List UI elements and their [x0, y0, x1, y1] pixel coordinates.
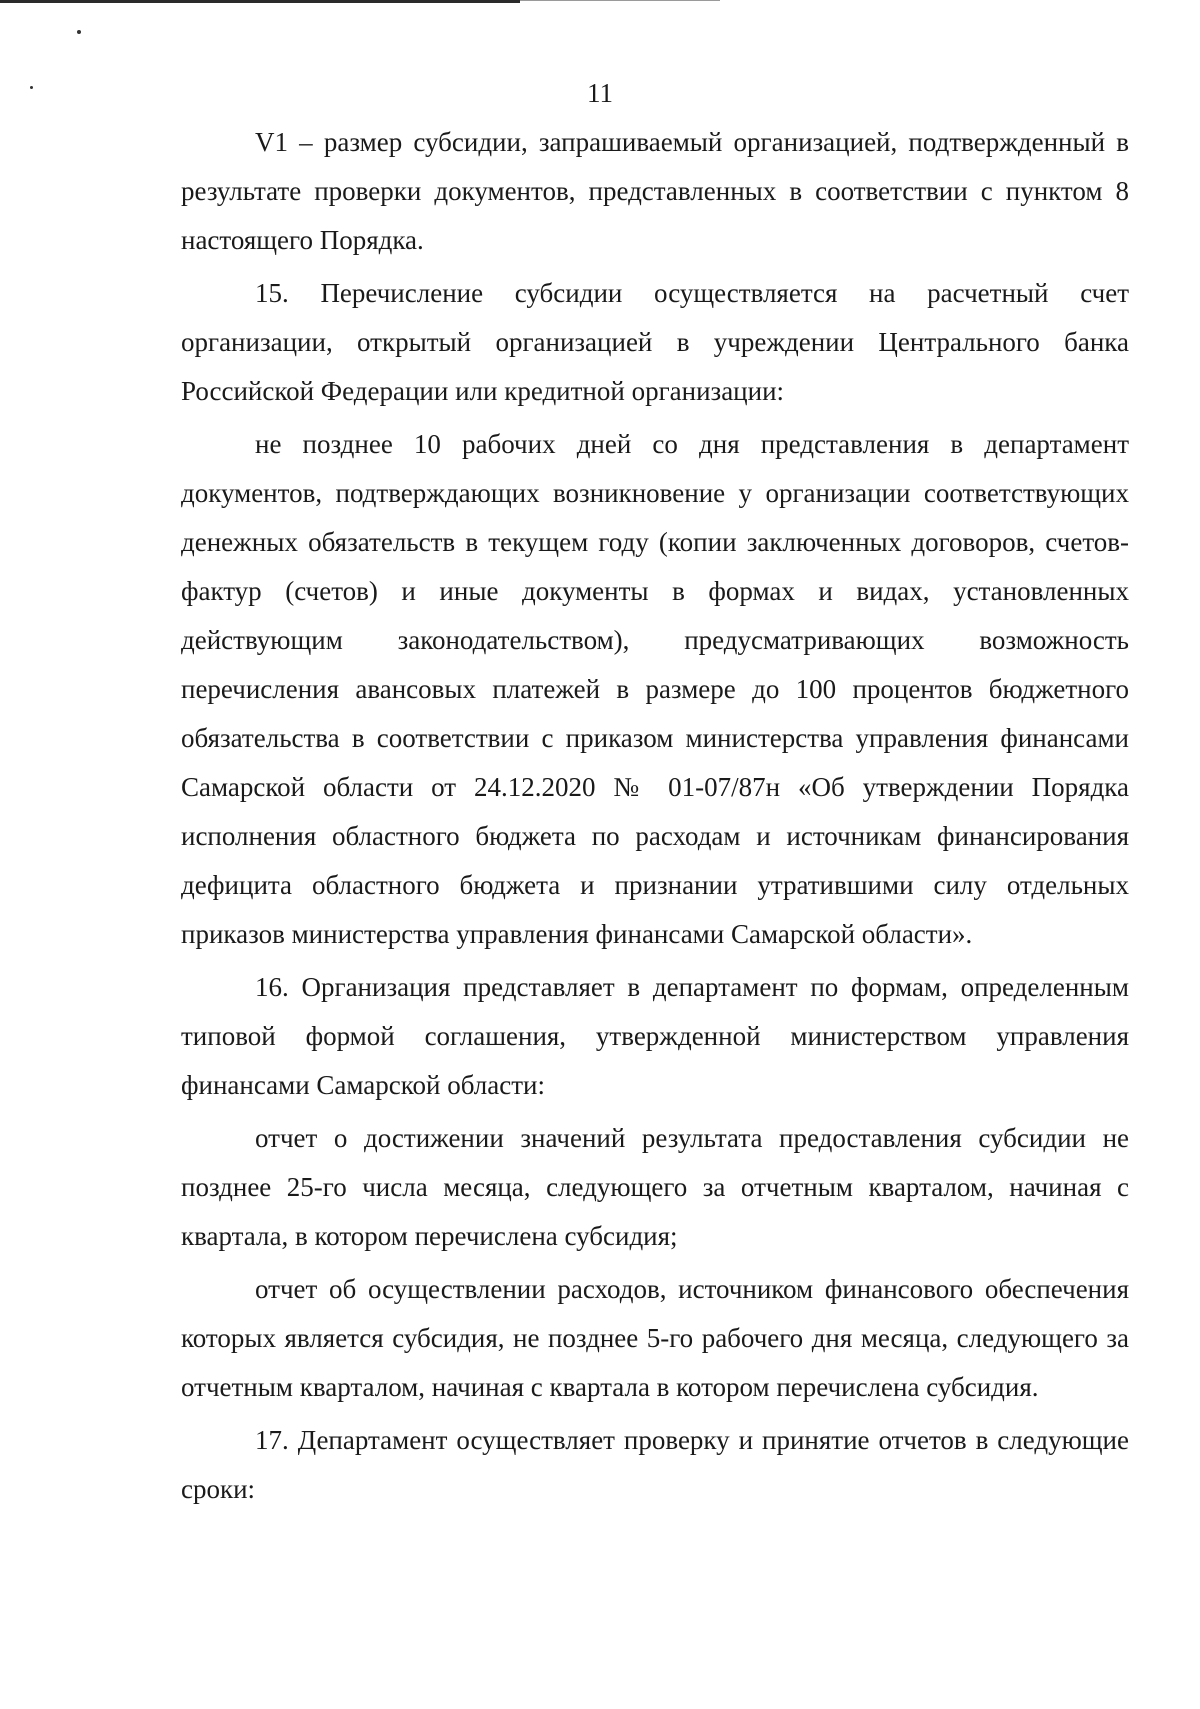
paragraph-16: 16. Организация представляет в департамент по формам, определенным типовой формой соглашения, утвержденной министерством управления финансами Самарской области: [181, 972, 1129, 1100]
scan-speck [77, 30, 81, 34]
paragraph-16-report-results: отчет о достижении значений результата предоставления субсидии не позднее 25-го числа месяца, следующего за отчетным кварталом, начиная с квартала, в котором перечислена субсидия; [181, 1123, 1129, 1251]
paragraph-17: 17. Департамент осуществляет проверку и принятие отчетов в следующие сроки: [181, 1425, 1129, 1504]
scan-edge-line-faint [520, 0, 720, 1]
paragraph-16-report-expenses: отчет об осуществлении расходов, источником финансового обеспечения которых является субсидия, не позднее 5-го рабочего дня месяца, следующего за отчетным кварталом, начиная с квартала в котором перечислена субсидия. [181, 1274, 1129, 1402]
page-number: 11 [587, 78, 613, 108]
scan-edge-line [0, 0, 520, 3]
paragraph-15: 15. Перечисление субсидии осуществляется на расчетный счет организации, открытый организацией в учреждении Центрального банка Российской Федерации или кредитной организации: [181, 278, 1129, 406]
document-body [181, 118, 1129, 1514]
paragraph-v1-definition: V1 – размер субсидии, запрашиваемый организацией, подтвержденный в результате проверки документов, представленных в соответствии с пунктом 8 настоящего Порядка. [181, 127, 1129, 255]
paragraph-15-deadline: не позднее 10 рабочих дней со дня представления в департамент документов, подтверждающих возникновение у организации соответствующих денежных обязательств в текущем году (копии заключенных договоров, счетов-фактур (счетов) и иные документы в формах и видах, установленных действующим законодательством), предусматривающих возможность перечисления авансовых платежей в размере до 100 процентов бюджетного обязательства в соответствии с приказом министерства управления финансами Самарской области от 24.12.2020 № 01-07/87н «Об утверждении Порядка исполнения областного бюджета по расходам и источникам финансирования дефицита областного бюджета и признании утратившими силу отдельных приказов министерства управления финансами Самарской области». [181, 429, 1129, 949]
